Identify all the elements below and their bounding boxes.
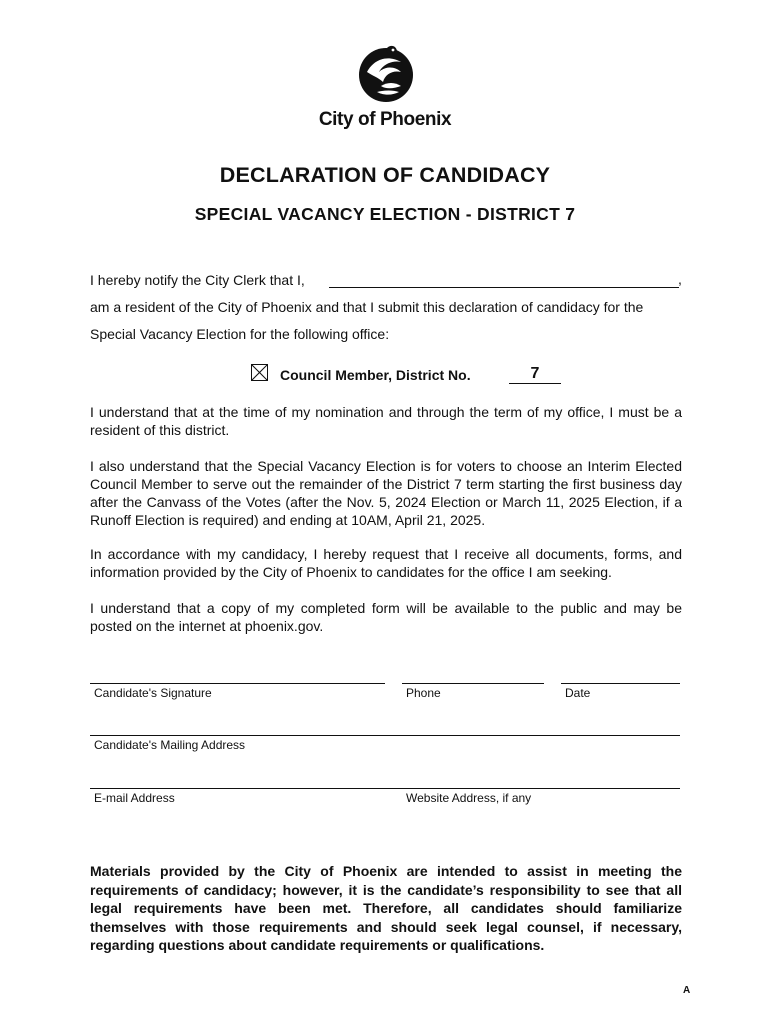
intro-line-3: Special Vacancy Election for the following office: [90,326,390,342]
date-field[interactable] [561,683,680,684]
office-label: Council Member, District No. [280,367,471,383]
intro-line-1: I hereby notify the City Clerk that I, [90,272,305,288]
email-website-field[interactable] [90,788,680,789]
candidate-name-field[interactable] [329,287,679,288]
phoenix-bird-logo [357,42,415,104]
phone-field[interactable] [402,683,544,684]
residency-paragraph: I understand that at the time of my nomination and through the term of my office, I must be a resident of this district. [90,404,682,438]
mailing-address-label: Candidate's Mailing Address [94,738,246,752]
intro-line-2: am a resident of the City of Phoenix and that I submit this declaration of candidacy for the [90,299,644,315]
date-label: Date [565,686,591,700]
public-record-paragraph: I understand that a copy of my completed form will be available to the public and may be posted on the internet at phoenix.gov. [90,600,682,634]
phone-label: Phone [406,686,441,700]
intro-comma: , [678,271,682,287]
website-label: Website Address, if any [406,791,532,805]
legal-notice: Materials provided by the City of Phoenix are intended to assist in meeting the requirements of candidacy; however, it is the candidate’s responsibility to see that all legal requirements have been met. Therefore, all candidates should familiarize themselves with those requirements and should seek legal counsel, if necessary, regarding questions about candidate requirements or qualifications. [90,863,682,953]
district-number-field[interactable]: 7 [509,364,561,384]
signature-label: Candidate's Signature [94,686,212,700]
page-title: DECLARATION OF CANDIDACY [219,163,551,187]
documents-request-paragraph: In accordance with my candidacy, I hereby request that I receive all documents, forms, and information provided by the City of Phoenix to candidates for the office I am seeking. [90,546,682,580]
email-label: E-mail Address [94,791,175,805]
signature-field[interactable] [90,683,385,684]
election-paragraph: I also understand that the Special Vacancy Election is for voters to choose an Interim Elected Council Member to serve out the remainder of the District 7 term starting the first business day after the Canvass of the Votes (after the Nov. 5, 2024 Election or March 11, 2025 Election, if a Runoff Election is required) and ending at 10AM, April 21, 2025. [90,458,682,528]
page-subtitle: SPECIAL VACANCY ELECTION - DISTRICT 7 [194,204,576,224]
mailing-address-field[interactable] [90,735,680,736]
page-mark: A [683,985,691,996]
logo-wordmark: City of Phoenix [318,109,452,130]
office-checkbox[interactable] [251,364,268,381]
